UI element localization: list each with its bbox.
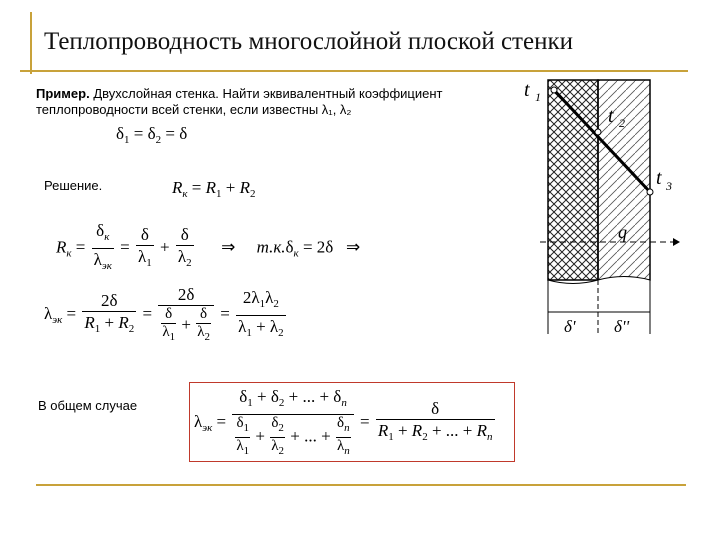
page-title: Теплопроводность многослойной плоской стенки — [44, 28, 573, 55]
general-case-label: В общем случае — [38, 398, 138, 413]
formula-equal-thickness: $\delta_1 = \delta_2 = \delta$ — [116, 124, 188, 146]
formula-equivalent-conductivity: $\lambda_{эк}$ = $\frac{2\delta}{R_1 + R_2}$ = 2δ $\frac{\delta}{\lambda_1}$ + $\frac{\delta}{\lambda_2}$ = $\frac{2\lambda_1\lambda_2}{\lambda_1 + \lambda_2}$ — [44, 285, 284, 343]
t3-label: t — [656, 167, 662, 189]
bottom-rule — [36, 484, 686, 486]
layer-two — [598, 80, 650, 280]
title-vertical-rule — [30, 12, 32, 74]
delta-one-label: δ' — [564, 317, 576, 336]
formula-general-case: $\lambda_{эк}$ = $\delta_1 + \delta_2$ + ... + $\delta_n$ $\frac{\delta_1}{\lambda_1}$ + $\frac{\delta_2}{\lambda_2}$ + ... + $\frac{\delta_n}{\lambda_n}$ = $\frac{\delta}{R_1 + R_2 + ... + R_n}$ — [194, 387, 493, 457]
svg-text:3: 3 — [666, 179, 672, 193]
t2-label: t — [608, 105, 614, 127]
example-label: Пример. — [36, 86, 90, 101]
example-paragraph — [36, 86, 526, 118]
svg-text:1: 1 — [535, 90, 541, 104]
delta-two-label: δ'' — [614, 317, 630, 336]
two-layer-wall-diagram — [518, 72, 688, 342]
svg-text:2: 2 — [619, 116, 625, 130]
t1-label: t — [524, 79, 530, 101]
formula-total-resistance: $R_к = R_1 + R_2$ — [172, 178, 256, 200]
formula-resistance-expansion: $R_к$ = $\frac{\delta_к}{\lambda_{эк}}$ = $\frac{\delta}{\lambda_1}$ + $\frac{\delta}{\lambda_2}$ ⇒ $т.к.\delta_к = 2\delta$ ⇒ — [56, 221, 361, 272]
heat-flux-label: q — [618, 222, 627, 242]
example-text: Двухслойная стенка. Найти эквивалентный коэффициент теплопроводности всей стенки, если известны λ₁, λ₂ — [36, 86, 443, 117]
solution-label: Решение. — [44, 178, 103, 193]
